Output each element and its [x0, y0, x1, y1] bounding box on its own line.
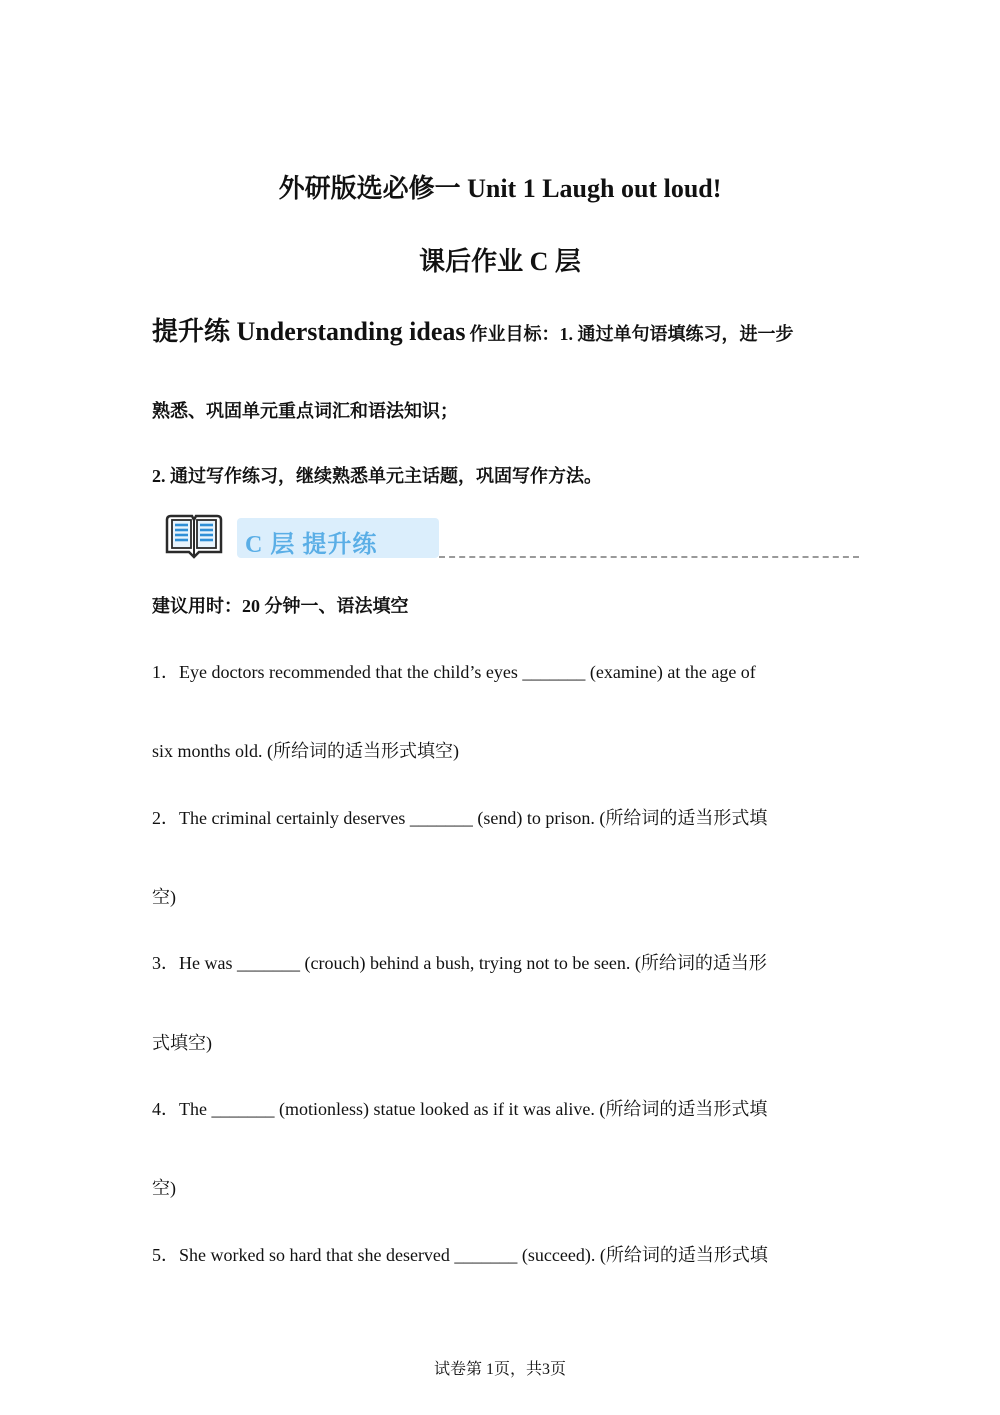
question-1-line2: six months old. (所给词的适当形式填空): [152, 741, 460, 761]
banner-label-box: [237, 518, 439, 558]
question-3-line2: 式填空): [152, 1033, 212, 1053]
question-2-line1: 2．The criminal certainly deserves _______ (send) to prison. (所给词的适当形式填: [152, 808, 768, 828]
document-subtitle: 课后作业 C 层: [419, 247, 581, 276]
question-2-line2: 空): [152, 887, 176, 907]
question-5-line1: 5．She worked so hard that she deserved _______ (succeed). (所给词的适当形式填: [152, 1245, 768, 1265]
page-footer: 试卷第 1页，共3页: [433, 1361, 566, 1378]
question-1-line1: 1．Eye doctors recommended that the child’s eyes _______ (examine) at the age of: [152, 662, 756, 682]
homework-goal-line1: 作业目标：1. 通过单句语填练习，进一步: [469, 324, 794, 344]
section-heading: 提升练 Understanding ideas: [152, 317, 466, 346]
document-title: 外研版选必修一 Unit 1 Laugh out loud!: [278, 174, 722, 203]
section-heading-row: [152, 311, 794, 348]
homework-goal-line2: 熟悉、巩固单元重点词汇和语法知识；: [152, 401, 458, 421]
suggested-time-line: 建议用时：20 分钟一、语法填空: [152, 596, 409, 616]
homework-goal-line3: 2. 通过写作练习，继续熟悉单元主话题，巩固写作方法。: [152, 466, 602, 486]
question-3-line1: 3．He was _______ (crouch) behind a bush, trying not to be seen. (所给词的适当形: [152, 953, 767, 973]
question-4-line1: 4．The _______ (motionless) statue looked as if it was alive. (所给词的适当形式填: [152, 1099, 768, 1119]
banner-label: C 层 提升练: [245, 532, 378, 558]
banner-dashed-divider: [439, 556, 859, 558]
book-icon: [163, 512, 225, 560]
question-4-line2: 空): [152, 1178, 176, 1198]
section-banner: [163, 512, 863, 562]
